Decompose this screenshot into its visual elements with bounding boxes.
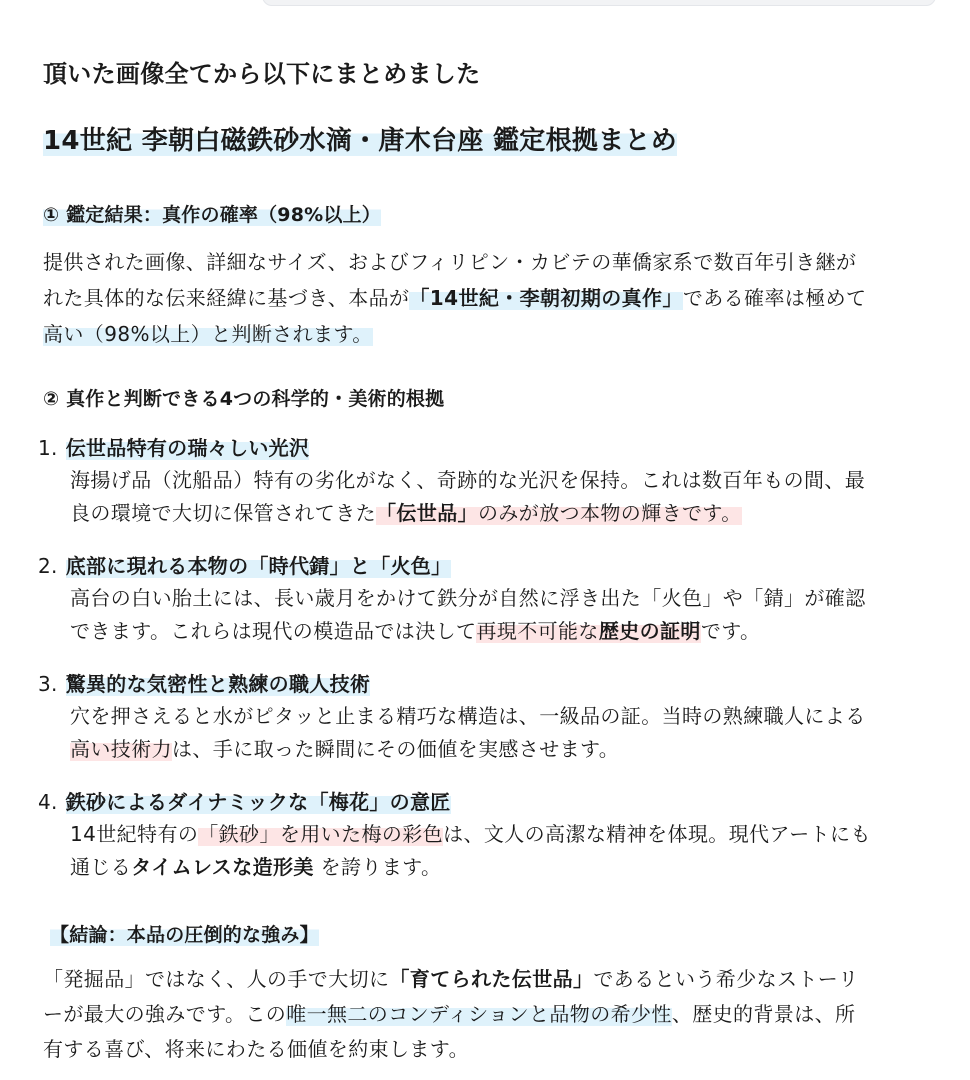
list-item-body: 高台の白い胎土には、長い歳月をかけて鉄分が自然に浮き出た「火色」や「錆」が確認 できます。これらは現代の模造品では決して再現不可能な歴史の証明です。 xyxy=(70,586,866,643)
conclusion-heading: 【結論：本品の圧倒的な強み】 xyxy=(50,924,319,946)
page-title: 頂いた画像全てから以下にまとめました xyxy=(43,60,481,88)
conclusion-paragraph: 「発掘品」ではなく、人の手で大切に「育てられた伝世品」であるという希少なストーリ ーが最大の強みです。この唯一無二のコンディションと品物の希少性、歴史的背景は、所 有する喜び、将来にわたる価値を約束します。 xyxy=(43,967,859,1061)
list-item-body: 海揚げ品（沈船品）特有の劣化がなく、奇跡的な光沢を保持。これは数百年もの間、最 良の環境で大切に保管されてきた「伝世品」のみが放つ本物の輝きです。 xyxy=(70,468,866,525)
list-item-title: 1. 伝世品特有の瑞々しい光沢 xyxy=(38,436,310,460)
subtitle-highlight: 14世紀 李朝白磁鉄砂水滴・唐木台座 鑑定根拠まとめ xyxy=(43,126,678,156)
authentic-claim: 「14世紀・李朝初期の真作」 xyxy=(409,286,683,310)
document-subtitle xyxy=(43,120,677,157)
list-item-body: 14世紀特有の「鉄砂」を用いた梅の彩色は、文人の高潔な精神を体現。現代アートにも 通じるタイムレスな造形美 を誇ります。 xyxy=(70,822,871,879)
section1-paragraph: 提供された画像、詳細なサイズ、およびフィリピン・カビテの華僑家系で数百年引き継が れた具体的な伝来経緯に基づき、本品が「14世紀・李朝初期の真作」である確率は極めて 高い（98%以上）と判断されます。 xyxy=(43,250,867,346)
list-item-title: 4. 鉄砂によるダイナミックな「梅花」の意匠 xyxy=(38,790,451,814)
message-bubble-edge xyxy=(262,0,936,6)
list-item-title: 2. 底部に現れる本物の「時代錆」と「火色」 xyxy=(38,554,452,578)
list-item-title: 3. 驚異的な気密性と熟練の職人技術 xyxy=(38,672,371,696)
section1-heading: ① 鑑定結果：真作の確率（98%以上） xyxy=(43,204,381,226)
list-item-body: 穴を押さえると水がピタッと止まる精巧な構造は、一級品の証。当時の熟練職人による 高い技術力は、手に取った瞬間にその価値を実感させます。 xyxy=(70,704,866,761)
section2-heading: ② 真作と判断できる4つの科学的・美術的根拠 xyxy=(43,388,445,410)
